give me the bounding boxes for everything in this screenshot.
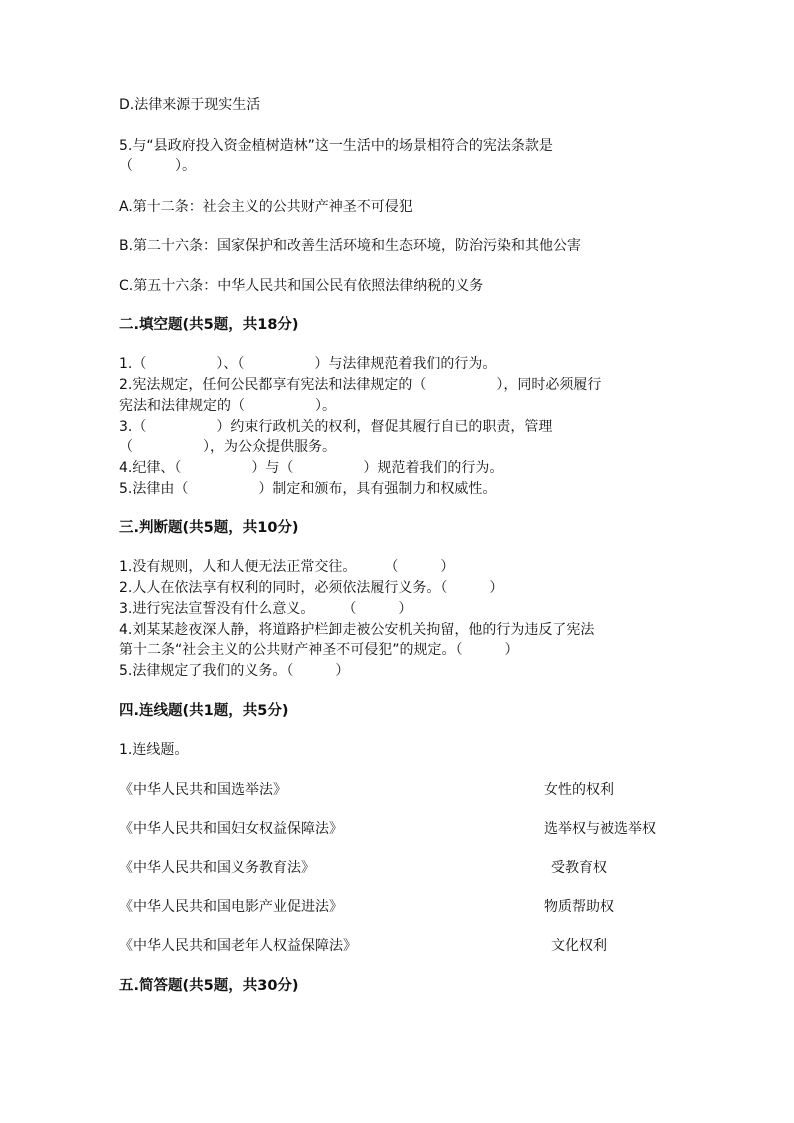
match-left-item: 《中华人民共和国选举法》	[119, 782, 287, 798]
section-heading-fill: 二.填空题(共5题，共18分)	[119, 317, 299, 333]
fill-line: 宪法和法律规定的（ ）。	[119, 398, 336, 414]
judge-line: 3.进行宪法宣誓没有什么意义。 （ ）	[119, 601, 413, 617]
match-right-item: 物质帮助权	[544, 899, 614, 915]
judge-line: 5.法律规定了我们的义务。（ ）	[119, 663, 350, 679]
match-intro: 1.连线题。	[119, 742, 189, 758]
option-b: B.第二十六条：国家保护和改善生活环境和生态环境，防治污染和其他公害	[119, 238, 582, 254]
match-left-item: 《中华人民共和国老年人权益保障法》	[119, 938, 357, 954]
match-right-item: 文化权利	[551, 938, 607, 954]
judge-line: 4.刘某某趁夜深人静，将道路护栏卸走被公安机关拘留，他的行为违反了宪法	[119, 622, 595, 638]
section-heading-judge: 三.判断题(共5题，共10分)	[119, 520, 299, 536]
fill-line: 3.（ ）约束行政机关的权利，督促其履行自已的职责，管理	[119, 419, 553, 435]
option-d: D.法律来源于现实生活	[119, 97, 261, 113]
option-c: C.第五十六条：中华人民共和国公民有依照法律纳税的义务	[119, 278, 484, 294]
judge-line: 2.人人在依法享有权利的同时，必须依法履行义务。（ ）	[119, 580, 504, 596]
section-heading-match: 四.连线题(共1题，共5分)	[119, 703, 289, 719]
judge-line: 1.没有规则，人和人便无法正常交往。 （ ）	[119, 559, 455, 575]
match-right-item: 女性的权利	[544, 782, 614, 798]
fill-line: 5.法律由（ ）制定和颁布，具有强制力和权威性。	[119, 481, 497, 497]
fill-line: 2.宪法规定，任何公民都享有宪法和法律规定的（ ），同时必须履行	[119, 377, 602, 393]
fill-line: （ ），为公众提供服务。	[119, 439, 336, 455]
question-5-blank: （ ）。	[119, 158, 196, 174]
section-heading-short: 五.简答题(共5题，共30分)	[119, 978, 299, 994]
match-left-item: 《中华人民共和国义务教育法》	[119, 860, 315, 876]
match-right-item: 选举权与被选举权	[544, 821, 656, 837]
judge-line: 第十二条“社会主义的公共财产神圣不可侵犯”的规定。（ ）	[119, 642, 519, 658]
option-a: A.第十二条：社会主义的公共财产神圣不可侵犯	[119, 199, 413, 215]
fill-line: 4.纪律、（ ）与（ ）规范着我们的行为。	[119, 460, 504, 476]
match-left-item: 《中华人民共和国电影产业促进法》	[119, 899, 343, 915]
match-right-item: 受教育权	[551, 860, 607, 876]
fill-line: 1.（ ）、（ ）与法律规范着我们的行为。	[119, 356, 497, 372]
question-5-stem: 5.与“县政府投入资金植树造林”这一生活中的场景相符合的宪法条款是	[119, 138, 553, 154]
match-left-item: 《中华人民共和国妇女权益保障法》	[119, 821, 343, 837]
